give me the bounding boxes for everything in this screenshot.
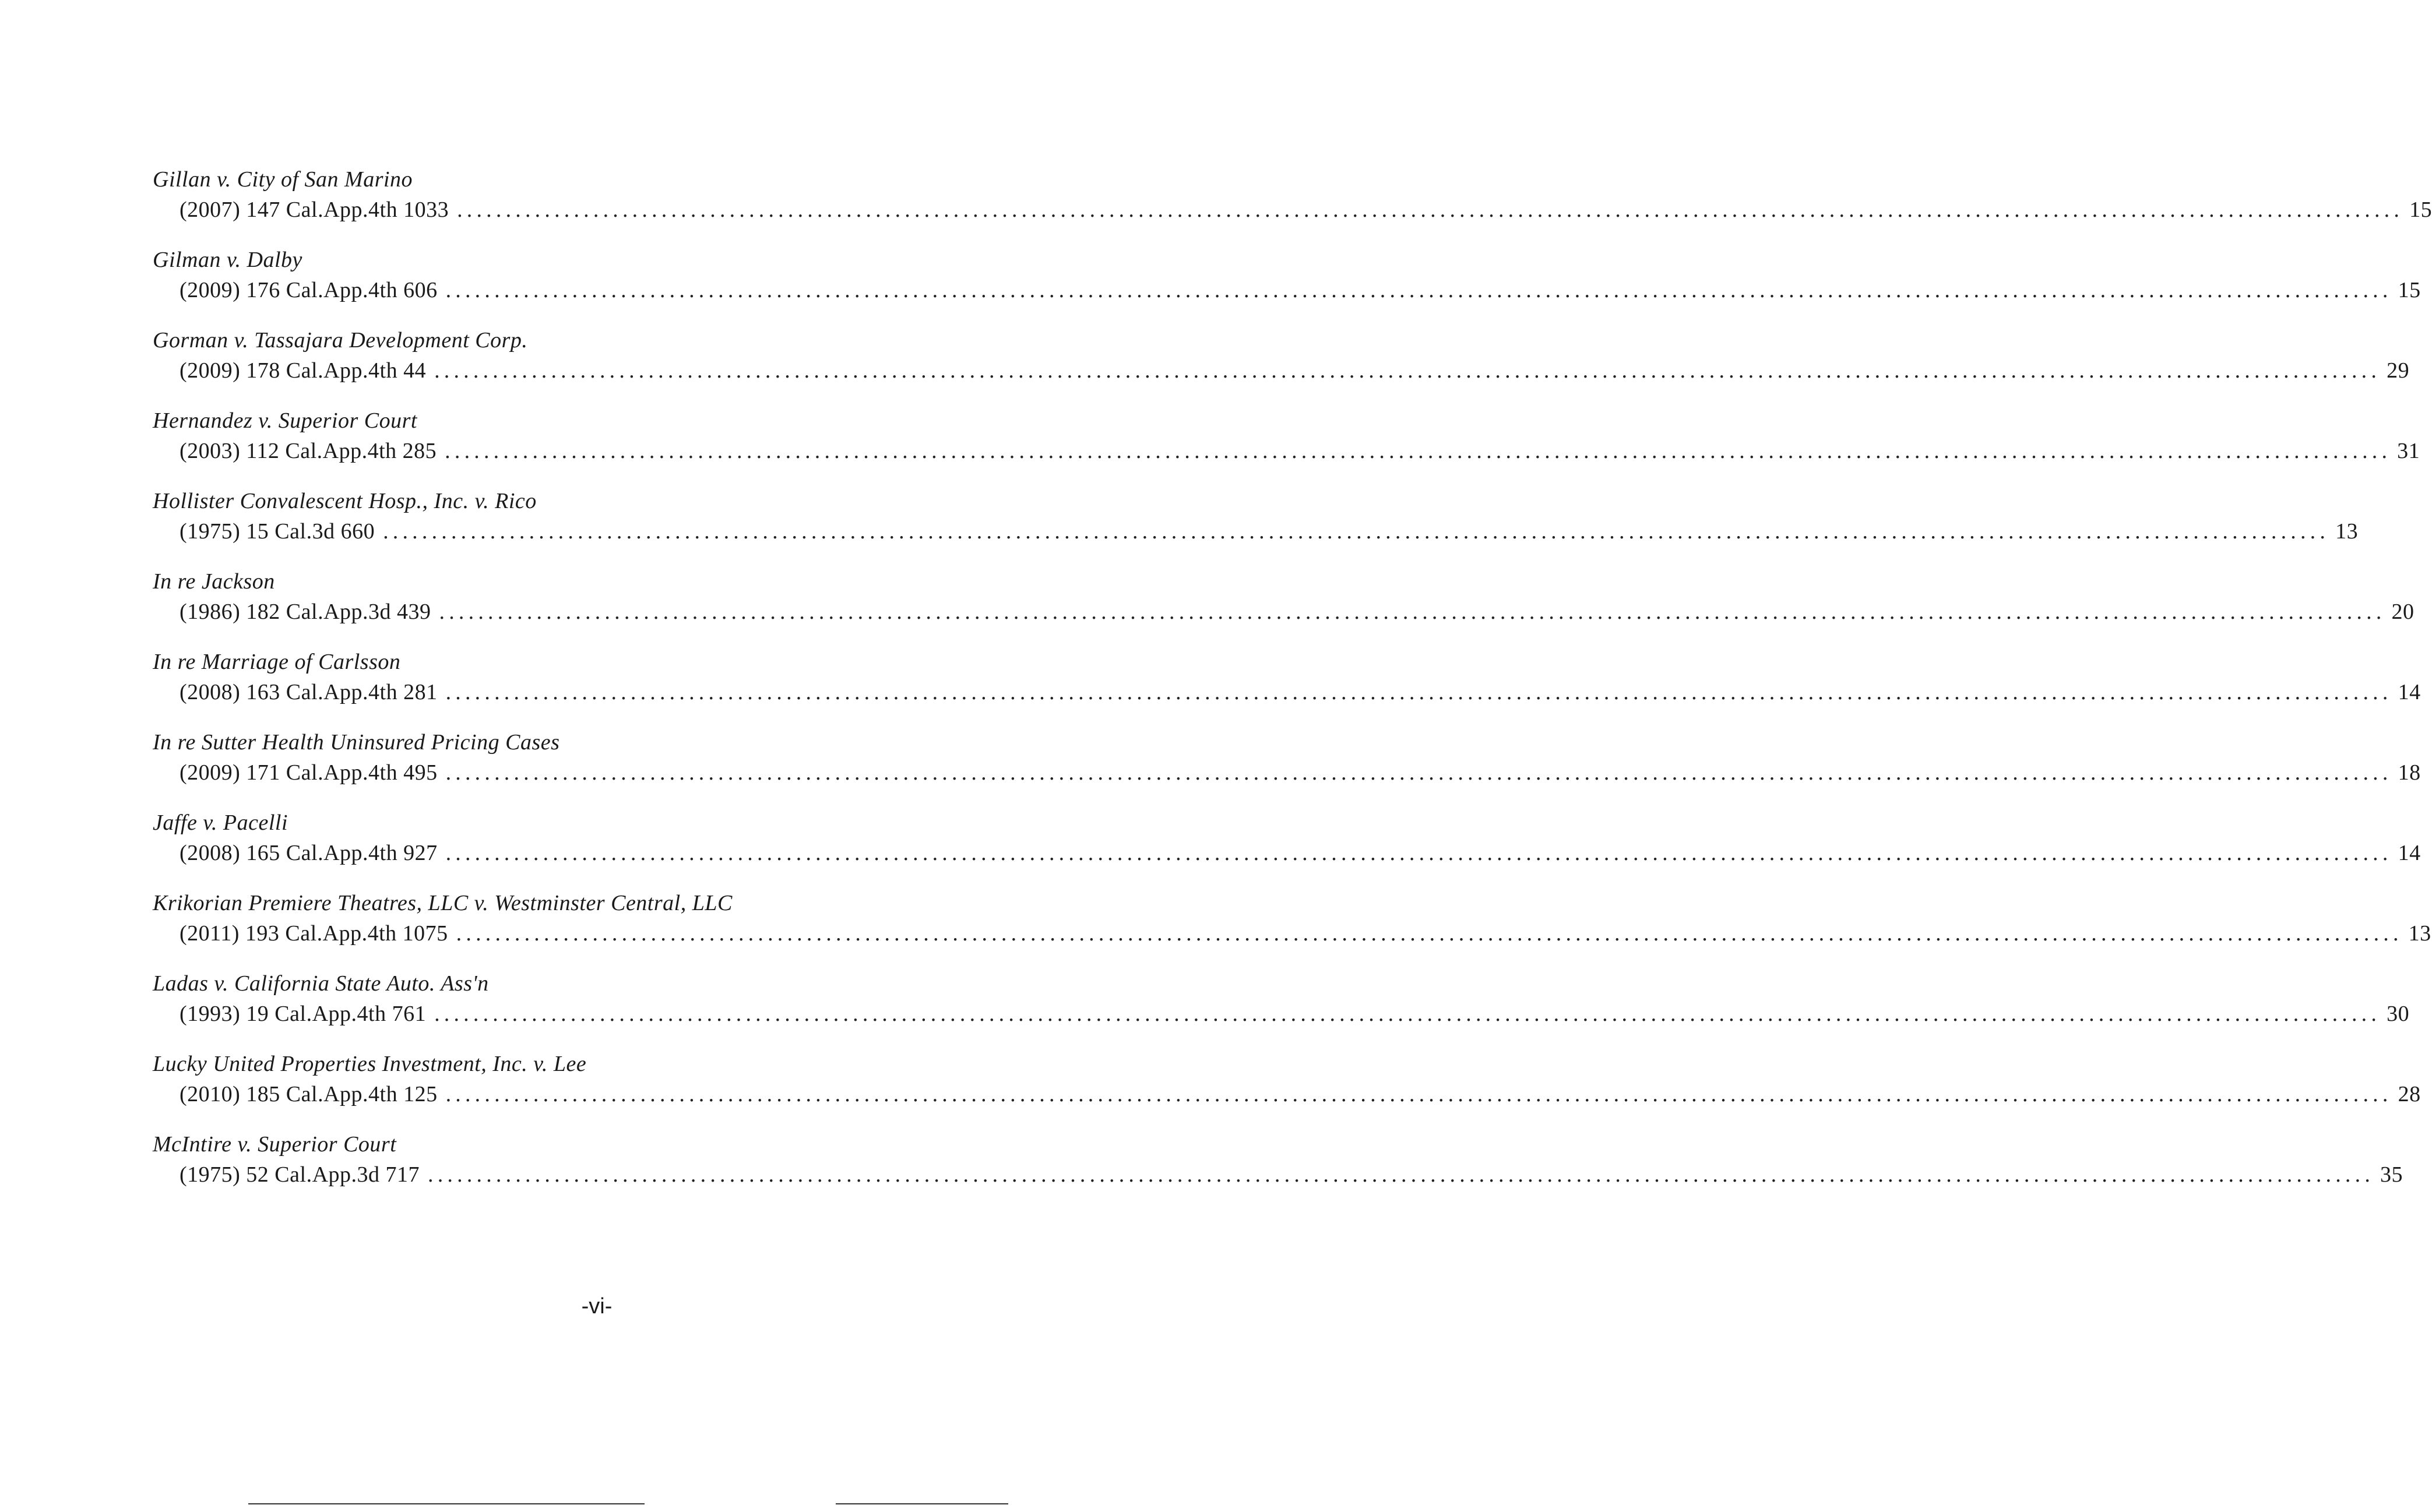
citation-line (180, 275, 2421, 305)
citation-text: (2011) 193 Cal.App.4th 1075 (180, 921, 448, 946)
toc-entry (153, 647, 2421, 727)
page-reference: 28 (2398, 1082, 2421, 1106)
toc-entry (153, 727, 2421, 808)
page-reference: 30 (2387, 1002, 2410, 1026)
dot-leader: ........................................................................................................................................................................................................ (428, 1162, 2375, 1187)
citation-text: (2008) 163 Cal.App.4th 281 (180, 680, 438, 704)
dot-leader: ........................................................................................................................................................................................................ (383, 519, 2330, 544)
dot-leader: ........................................................................................................................................................................................................ (445, 680, 2392, 704)
toc-entry (153, 325, 2410, 406)
dot-leader: ........................................................................................................................................................................................................ (434, 1002, 2381, 1026)
toc-entry (153, 164, 2432, 245)
case-name: Hernandez v. Superior Court (153, 408, 417, 433)
dot-leader: ........................................................................................................................................................................................................ (445, 1082, 2392, 1106)
citation-text: (1975) 15 Cal.3d 660 (180, 519, 375, 544)
page-reference: 29 (2387, 358, 2410, 383)
citation-line (180, 516, 2359, 547)
case-name: Gilman v. Dalby (153, 248, 302, 272)
citation-line (180, 1079, 2421, 1109)
dot-leader: ........................................................................................................................................................................................................ (445, 439, 2392, 463)
page-reference: 13 (2408, 921, 2431, 946)
toc-entry (153, 1049, 2421, 1129)
case-name: Hollister Convalescent Hosp., Inc. v. Rico (153, 489, 537, 513)
citation-line (180, 677, 2421, 707)
toc-entry (153, 406, 2420, 486)
case-name: Ladas v. California State Auto. Ass'n (153, 971, 489, 996)
toc-entry (153, 888, 2431, 968)
page-reference: 35 (2380, 1162, 2403, 1187)
toc-entry (153, 245, 2421, 325)
citation-line (180, 757, 2421, 788)
citation-line (180, 918, 2431, 949)
dot-leader: ........................................................................................................................................................................................................ (445, 760, 2392, 785)
dot-leader: ........................................................................................................................................................................................................ (439, 600, 2386, 624)
citation-line (180, 195, 2432, 225)
citation-text: (2007) 147 Cal.App.4th 1033 (180, 198, 449, 222)
case-name: Krikorian Premiere Theatres, LLC v. Westminster Central, LLC (153, 891, 733, 915)
page-reference: 14 (2398, 841, 2421, 865)
toc-entry (153, 808, 2421, 888)
citation-text: (1975) 52 Cal.App.3d 717 (180, 1162, 420, 1187)
toc-entry (153, 566, 2415, 647)
case-name: In re Marriage of Carlsson (153, 650, 401, 674)
case-name: Lucky United Properties Investment, Inc. v. Lee (153, 1052, 587, 1076)
dot-leader: ........................................................................................................................................................................................................ (445, 841, 2392, 865)
citation-text: (1993) 19 Cal.App.4th 761 (180, 1002, 427, 1026)
page-reference: 13 (2335, 519, 2359, 544)
citation-text: (2010) 185 Cal.App.4th 125 (180, 1082, 438, 1106)
citation-text: (2009) 171 Cal.App.4th 495 (180, 760, 438, 785)
page-reference: 14 (2398, 680, 2421, 704)
case-name: Gillan v. City of San Marino (153, 167, 413, 192)
case-name: In re Jackson (153, 569, 275, 594)
citation-text: (2009) 178 Cal.App.4th 44 (180, 358, 427, 383)
toc-entry (153, 1129, 2403, 1210)
citation-text: (2008) 165 Cal.App.4th 927 (180, 841, 438, 865)
case-name: In re Sutter Health Uninsured Pricing Cases (153, 730, 560, 755)
page-reference: 15 (2409, 198, 2432, 222)
footer-rule-right (836, 1503, 1008, 1504)
page-reference: 15 (2398, 278, 2421, 302)
citation-line (180, 355, 2410, 386)
citation-line (180, 999, 2410, 1029)
citation-line (180, 597, 2415, 627)
footer-rule-left (248, 1503, 645, 1504)
citation-text: (2009) 176 Cal.App.4th 606 (180, 278, 438, 302)
case-name: Jaffe v. Pacelli (153, 810, 288, 835)
table-of-authorities-list (153, 164, 2432, 1210)
page-reference: 20 (2391, 600, 2415, 624)
dot-leader: ........................................................................................................................................................................................................ (456, 921, 2403, 946)
citation-line (180, 1159, 2403, 1190)
page-reference: 31 (2397, 439, 2420, 463)
toc-entry (153, 968, 2410, 1049)
toc-entry (153, 486, 2359, 566)
case-name: Gorman v. Tassajara Development Corp. (153, 328, 528, 353)
page-number: -vi- (581, 1294, 613, 1319)
citation-line (180, 436, 2420, 466)
citation-text: (1986) 182 Cal.App.3d 439 (180, 600, 431, 624)
dot-leader: ........................................................................................................................................................................................................ (457, 198, 2404, 222)
citation-line (180, 838, 2421, 868)
citation-text: (2003) 112 Cal.App.4th 285 (180, 439, 437, 463)
page-reference: 18 (2398, 760, 2421, 785)
dot-leader: ........................................................................................................................................................................................................ (445, 278, 2392, 302)
case-name: McIntire v. Superior Court (153, 1132, 397, 1157)
dot-leader: ........................................................................................................................................................................................................ (434, 358, 2381, 383)
